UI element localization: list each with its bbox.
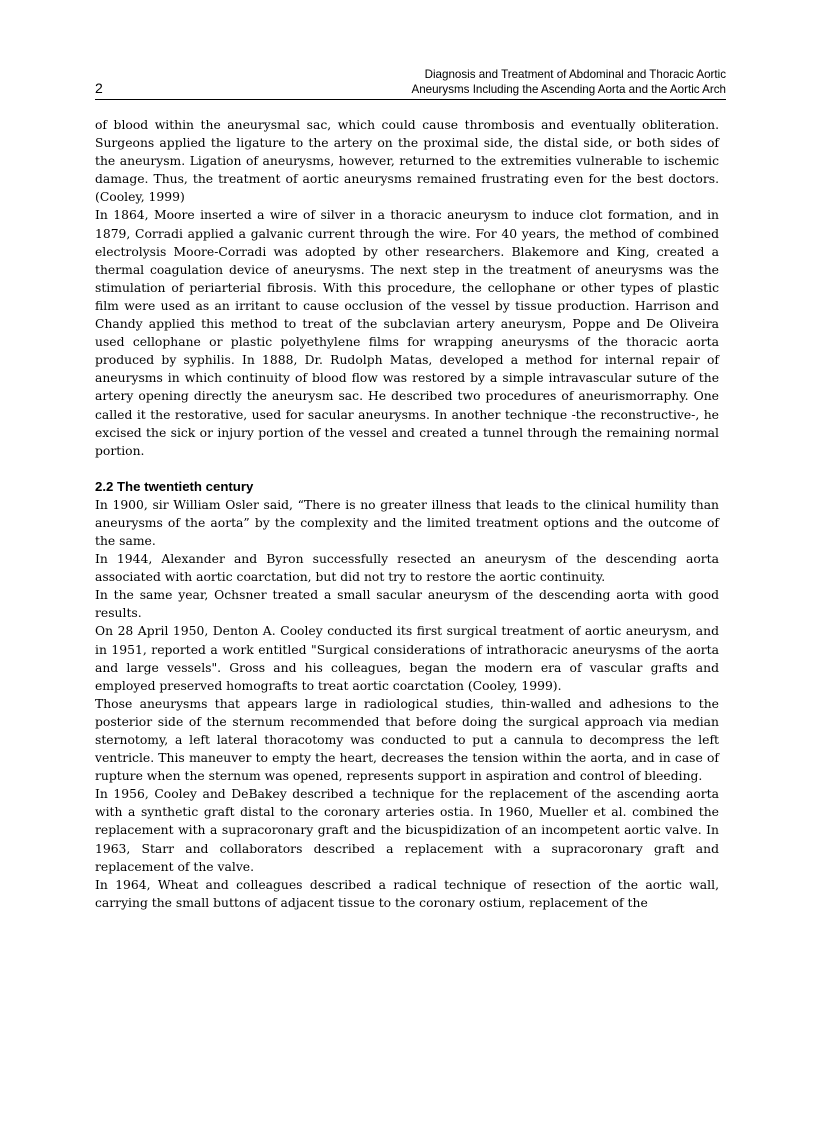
paragraph-6: On 28 April 1950, Denton A. Cooley conducted its first surgical treatment of aortic aneurysm, and in 1951, reported a work entitled "Surgical considerations of intrathoracic aneurysms of the aorta and large vessels". Gross and his colleagues, began the modern era of vascular grafts and employed preserved homografts to treat aortic coarctation (Cooley, 1999). [95, 624, 719, 693]
running-title [411, 67, 726, 97]
paragraph-9: In 1964, Wheat and colleagues described a radical technique of resection of the aortic wall, carrying the small buttons of adjacent tissue to the coronary ostium, replacement of the [95, 877, 719, 910]
paragraph-7: Those aneurysms that appears large in radiological studies, thin-walled and adhesions to the posterior side of the sternum recommended that before doing the surgical approach via median sternotomy, a left lateral thoracotomy was conducted to put a cannula to decompress the left ventricle. This maneuver to empty the heart, decreases the tension within the aorta, and in case of rupture when the sternum was opened, represents support in aspiration and control of bleeding. [95, 696, 719, 784]
paragraph-3: In 1900, sir William Osler said, “There is no greater illness that leads to the clinical humility than aneurysms of the aorta” by the complexity and the limited treatment options and the outcome of the same. [95, 497, 719, 548]
running-title-line-1: Diagnosis and Treatment of Abdominal and Thoracic Aortic [424, 68, 726, 81]
running-title-line-2: Aneurysms Including the Ascending Aorta and the Aortic Arch [411, 83, 726, 96]
main-text [95, 116, 719, 912]
section-heading: 2.2 The twentieth century [95, 478, 254, 494]
paragraph-5: In the same year, Ochsner treated a small sacular aneurysm of the descending aorta with good results. [95, 588, 719, 621]
page-number: 2 [95, 80, 103, 96]
page-header [95, 67, 726, 100]
paragraph-8: In 1956, Cooley and DeBakey described a technique for the replacement of the ascending aorta with a synthetic graft distal to the coronary arteries ostia. In 1960, Mueller et al. combined the replacement with a supracoronary graft and the bicuspidization of an incompetent aortic valve. In 1963, Starr and collaborators described a replacement with a supracoronary graft and replacement of the valve. [95, 787, 719, 874]
paragraph-2: In 1864, Moore inserted a wire of silver in a thoracic aneurysm to induce clot formation, and in 1879, Corradi applied a galvanic current through the wire. For 40 years, the method of combined electrolysis Moore-Corradi was adopted by other researchers. Blakemore and King, created a thermal coagulation device of aneurysms. The next step in the treatment of aneurysms was the stimulation of periarterial fibrosis. With this procedure, the cellophane or other types of plastic film were used as an irritant to cause occlusion of the vessel by tissue production. Harrison and Chandy applied this method to treat of the subclavian artery aneurysm, Poppe and De Oliveira used cellophane or plastic polyethylene films for wrapping aneurysms of the thoracic aorta produced by syphilis. In 1888, Dr. Rudolph Matas, developed a method for internal repair of aneurysms in which continuity of blood flow was restored by a simple intravascular suture of the artery opening directly the aneurysm sac. He described two procedures of aneurismorraphy. One called it the restorative, used for sacular aneurysms. In another technique -the reconstructive-, he excised the sick or injury portion of the vessel and created a tunnel through the remaining normal portion. [95, 208, 719, 458]
paragraph-1: of blood within the aneurysmal sac, which could cause thrombosis and eventually obliteration. Surgeons applied the ligature to the artery on the proximal side, the distal side, or both sides of the aneurysm. Ligation of aneurysms, however, returned to the extremities vulnerable to ischemic damage. Thus, the treatment of aortic aneurysms remained frustrating even for the best doctors. (Cooley, 1999) [95, 118, 719, 205]
paragraph-4: In 1944, Alexander and Byron successfully resected an aneurysm of the descending aorta associated with aortic coarctation, but did not try to restore the aortic continuity. [95, 552, 719, 585]
